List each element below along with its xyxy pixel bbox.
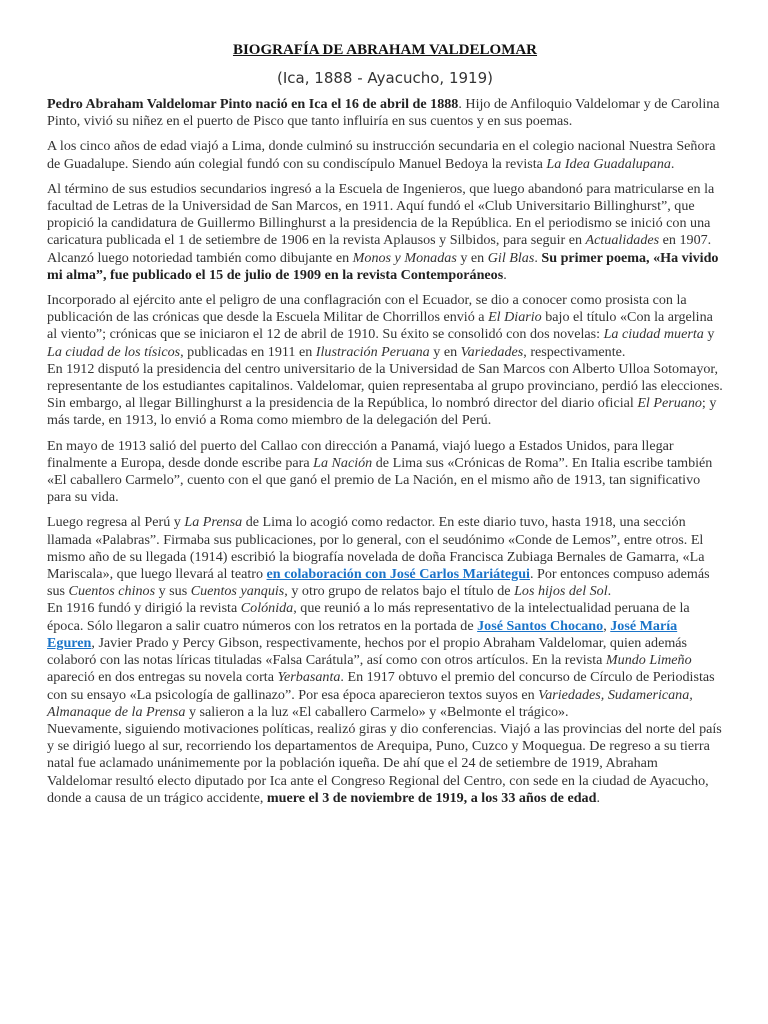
paragraph-lima [47,138,723,172]
italic-title: Cuentos chinos [68,583,156,600]
text-span: . [596,789,600,806]
paragraph-birth [47,96,723,130]
text-span: , y otro grupo de relatos bajo el título de [284,583,515,600]
italic-title: Ilustración Peruana [315,343,430,360]
italic-title: Cuentos yanquis [190,583,285,600]
italic-title: Actualidades [585,232,660,249]
page-title: BIOGRAFÍA DE ABRAHAM VALDELOMAR [232,42,538,58]
text-span: bajo el título «Con la argelina al viento”; crónicas que se iniciaron el 12 de abril de 1910. Su éxito se consolidó con dos novelas: [47,309,713,343]
italic-title: Monos y Monadas [352,249,457,266]
text-span: de Lima sus «Crónicas de Roma”. En Italia escribe también «El caballero Carmelo”, cuento con el que ganó el premio de La Nación, en el mismo año de 1913, tan significativo para su vida. [47,454,713,506]
text-span: , respectivamente. [523,343,626,360]
italic-title: Gil Blas [487,249,535,266]
italic-title: Colónida [240,600,294,617]
text-span: . [607,583,612,600]
link-chocano[interactable]: José Santos Chocano [477,617,604,634]
paragraph-army [47,292,723,361]
page-subtitle: (Ica, 1888 - Ayacucho, 1919) [277,69,493,87]
text-span: Al término de sus estudios secundarios ingresó a la Escuela de Ingenieros, que luego abandonó para matricularse en la facultad de Letras de la Universidad de San Marcos, en 1911. Aquí fundó el «Club Universitario Billinghurst”, que propició la candidatura de Guillermo Billinghurst a la presidencia de la República. En el periodismo se inició con una caricatura publicada el 1 de setiembre de 1906 en la revista Aplausos y Silbidos, para seguir en [47,180,715,249]
paragraph-presidency [47,361,723,430]
text-span: y sus [155,583,191,600]
italic-title: Mundo Limeño [605,652,692,669]
text-span: A los cinco años de edad viajó a Lima, donde culminó su instrucción secundaria en el colegio nacional Nuestra Señora de Guadalupe. Siendo aún colegial fundó con su condiscípulo Manuel Bedoya la revista [47,138,716,172]
paragraph-return [47,514,723,600]
text-span: y salieron a la luz «El caballero Carmelo» y «Belmonte el trágico». [185,703,569,720]
text-span: . [534,249,542,266]
text-span: apareció en dos entregas su novela corta [47,669,278,686]
bold-birth-statement: Pedro Abraham Valdelomar Pinto nació en Ica el 16 de abril de 1888 [47,96,459,112]
text-span: . Por entonces compuso además sus [47,566,710,600]
italic-title: Yerbasanta [277,669,341,686]
text-span: Nuevamente, siguiendo motivaciones políticas, realizó giras y dio conferencias. Viajó a las provincias del norte del país y se dirigió luego al sur, recorriendo los departamentos de Arequipa, Puno, Cuzco y Moquegua. De regreso a su tierra natal fue aclamado unánimemente por la población iqueña. De ahí que el 24 de setiembre de 1919, Abraham Valdelomar resultó electo diputado por Ica ante el Congreso Regional del Centro, con sede en la ciudad de Ayacucho, donde a causa de un trágico accidente, [47,720,722,806]
text-span: de Lima lo acogió como redactor. En este diario tuvo, hasta 1918, una sección llamada «Palabras”. Firmaba sus publicaciones, por lo general, con el seudónimo «Conde de Lemos”, entre otros. El mismo año de su llegada (1914) escribió la biografía novelada de doña Francisca Zubiaga Bernales de Gamarra, «La Mariscala», que luego llevará al teatro [47,514,705,583]
italic-title: Los hijos del Sol [514,583,608,600]
text-span: y [703,326,715,343]
italic-title: La Prensa [184,514,243,531]
paragraph-europe [47,438,723,507]
italic-title: La Idea Guadalupana [546,155,671,172]
text-span: Luego regresa al Perú y [47,514,185,531]
paragraph-death [47,721,723,807]
text-span: , [603,617,611,634]
italic-title: La ciudad muerta [603,326,704,343]
italic-title: La Nación [313,454,373,471]
text-span: , Javier Prado y Percy Gibson, respectivamente, hechos por el propio Abraham Valdelomar, quien además colaboró con las notas líricas tituladas «Falsa Carátula”, así como con otros artículos. En la revista [47,634,688,669]
text-span: , que reunió a lo más representativo de la intelectualidad peruana de la época. Sólo llegaron a salir cuatro números con los retratos en la portada de [47,600,690,634]
italic-title: Variedades [460,343,524,360]
text-span: . Hijo de Anfiloquio Valdelomar y de Carolina Pinto, vivió su niñez en el puerto de Pisco que tanto influiría en sus cuentos y en sus poemas. [47,96,720,130]
italic-title: La ciudad de los tísicos [47,343,181,360]
text-span: En 1912 disputó la presidencia del centro universitario de la Universidad de San Marcos con Alberto Ulloa Sotomayor, representante de los estudiantes capitalinos. Valdelomar, quien representaba al grupo provinciano, perdió las elecciones. Sin embargo, al llegar Billinghurst a la presidencia de la República, lo nombró director del diario oficial [47,360,723,412]
document-page [47,40,723,807]
paragraph-university [47,181,723,284]
text-span: . En 1917 obtuvo el premio del concurso de Círculo de Periodistas con su ensayo «La psicología de gallinazo”. Por esa época aparecieron textos suyos en [47,669,715,703]
italic-title: El Diario [488,309,542,326]
text-span: y en [456,249,488,266]
bold-death-statement: muere el 3 de noviembre de 1919, a los 33 años de edad [266,789,597,806]
text-span: . [503,266,507,283]
link-mariategui[interactable]: en colaboración con José Carlos Mariátegui [266,566,530,583]
paragraph-colonida [47,600,723,720]
italic-title: Variedades, Sudamericana, Almanaque de la Prensa [47,686,693,720]
text-span: , publicadas en 1911 en [180,343,316,360]
text-span: en 1907. Alcanzó luego notoriedad también como dibujante en [47,232,712,266]
text-span: ; y más tarde, en 1913, lo envió a Roma como miembro de la delegación del Perú. [47,395,717,429]
text-span: y en [429,343,461,360]
bold-first-poem: Su primer poema, «Ha vivido mi alma”, fue publicado el 15 de julio de 1909 en la revista Contemporáneos [47,249,719,283]
text-span: . [670,155,675,172]
link-eguren[interactable]: José María Eguren [47,617,678,651]
text-span: En mayo de 1913 salió del puerto del Callao con dirección a Panamá, viajó luego a Estados Unidos, para llegar finalmente a Europa, desde donde escribe para [47,437,674,471]
text-span: En 1916 fundó y dirigió la revista [47,600,241,617]
italic-title: El Peruano [637,395,702,412]
text-span: Incorporado al ejército ante el peligro de una conflagración con el Ecuador, se dio a conocer como prosista con la publicación de las crónicas que desde la Escuela Militar de Chorrillos envió a [47,292,687,326]
